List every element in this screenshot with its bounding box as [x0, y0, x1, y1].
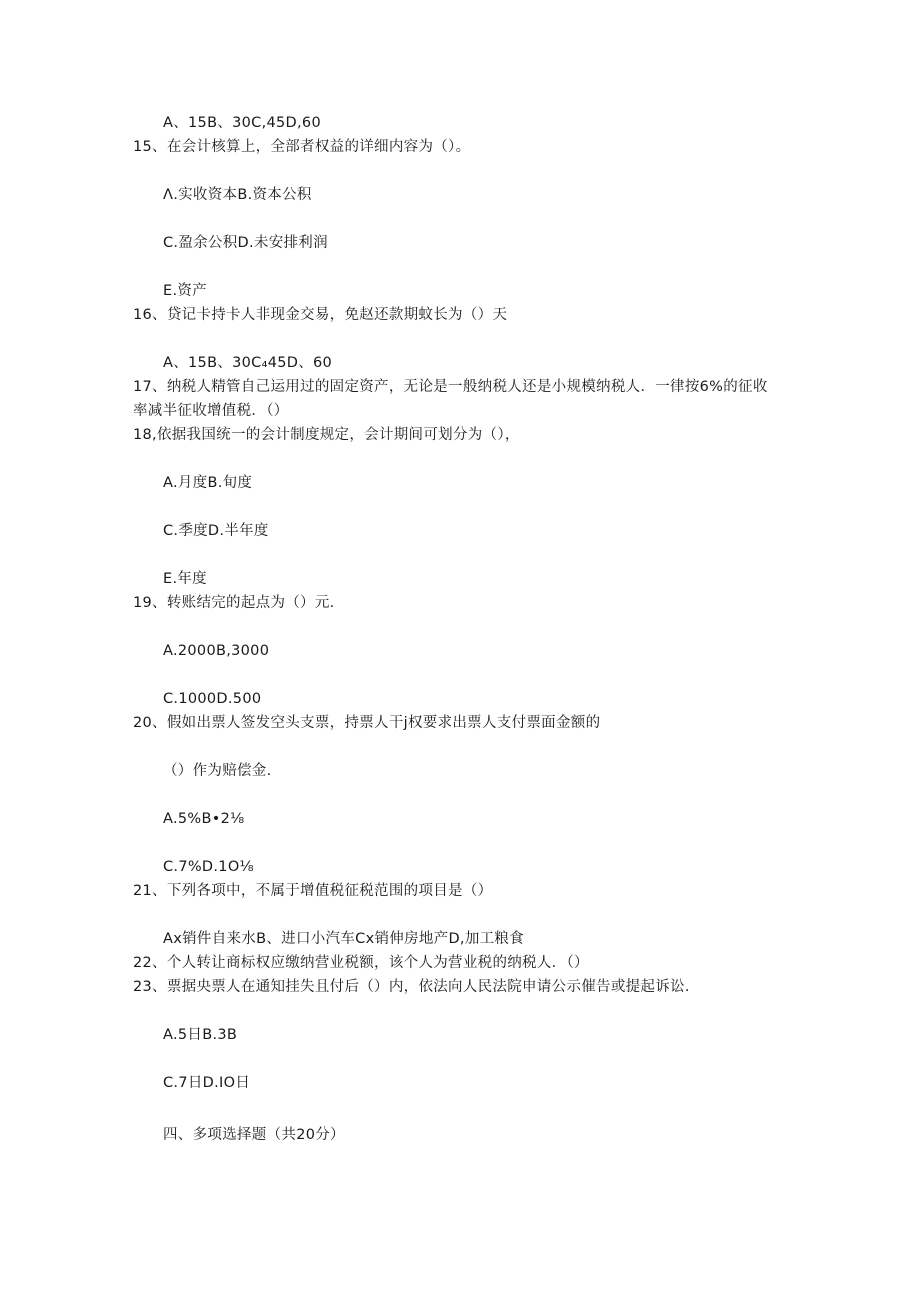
q19-options-cd: C.1000D.500	[163, 691, 262, 707]
question-20-continued: （）作为赔偿金.	[163, 763, 272, 779]
section-heading-multiple-choice: 四、多项选择题（共20分）	[163, 1127, 345, 1143]
question-18: 18,依据我国统一的会计制度规定，会计期间可划分为（），	[133, 427, 520, 443]
q14-options: A、15B、30C,45D,60	[163, 115, 321, 131]
question-19: 19、转账结完的起点为（）元.	[133, 595, 335, 611]
q21-options: Ax销件自来水B、进口小汽车Cx销伸房地产D,加工粮食	[163, 931, 525, 947]
q20-options-cd: C.7%D.1O⅛	[163, 859, 254, 875]
question-20: 20、假如出票人签发空头支票，持票人干j权要求出票人支付票面金额的	[133, 715, 601, 731]
question-17: 17、纳税人精管自己运用过的固定资产，无论是一般纳税人还是小规模纳税人．一律按6%的征收	[133, 379, 768, 395]
q18-option-e: E.年度	[163, 571, 207, 587]
q15-option-e: E.资产	[163, 283, 207, 299]
q23-options-ab: A.5日B.3B	[163, 1027, 238, 1043]
q20-options-ab: A.5%B•2⅛	[163, 811, 245, 827]
q18-options-ab: A.月度B.旬度	[163, 475, 253, 491]
question-23: 23、票据央票人在通知挂失且付后（）内，依法向人民法院申请公示催告或提起诉讼.	[133, 979, 690, 995]
q18-options-cd: C.季度D.半年度	[163, 523, 269, 539]
question-16: 16、贷记卡持卡人非现金交易，免赵还款期蚊长为（）天	[133, 307, 508, 323]
q15-options-cd: C.盈余公积D.未安排利润	[163, 235, 328, 251]
question-21: 21、下列各项中，不属于增值税征税范围的项目是（）	[133, 883, 493, 899]
question-17-continued: 率减半征收增值税．（）	[133, 403, 289, 419]
q19-options-ab: A.2000B,3000	[163, 643, 270, 659]
q15-options-ab: Λ.实收资本B.资本公积	[163, 187, 312, 203]
q23-options-cd: C.7日D.IO日	[163, 1075, 251, 1091]
question-22: 22、个人转让商标权应缴纳营业税额，该个人为营业税的纳税人．（）	[133, 955, 589, 971]
q16-options: A、15B、30C₄45D、60	[163, 355, 333, 371]
question-15: 15、在会计核算上，全部者权益的详细内容为（）。	[133, 139, 471, 155]
